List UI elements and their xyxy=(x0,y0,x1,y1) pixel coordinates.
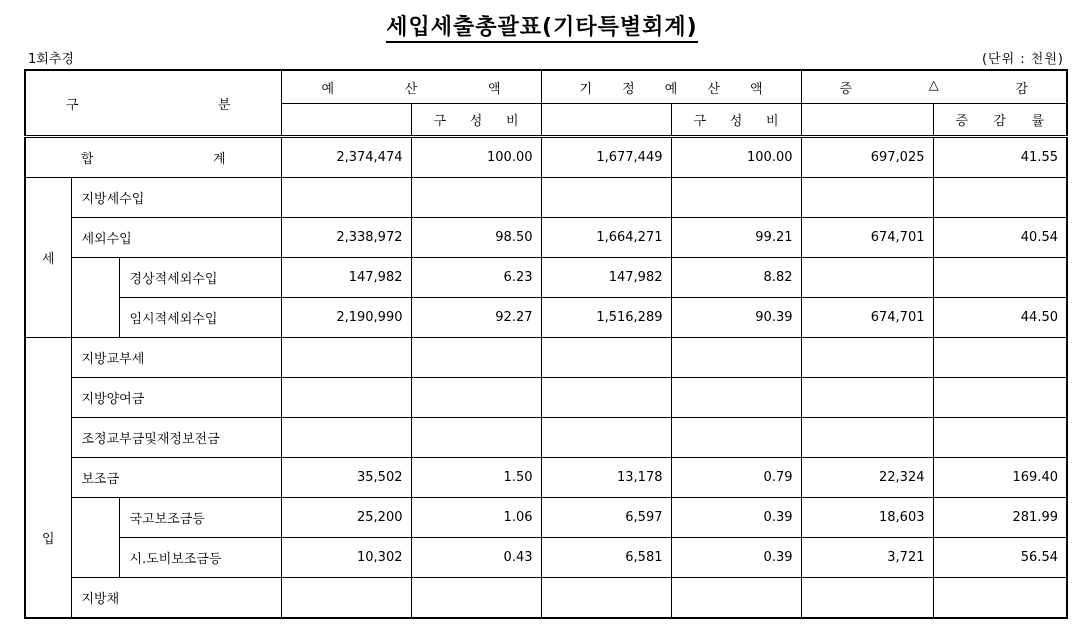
total-label-char: 합 xyxy=(81,152,94,167)
cell-prev-ratio: 0.39 xyxy=(671,498,801,538)
header-blank xyxy=(281,104,411,137)
cell-budget-ratio: 1.06 xyxy=(411,498,541,538)
cell-prev xyxy=(541,578,671,619)
header-char: 률 xyxy=(1031,114,1044,129)
table-row xyxy=(25,538,1067,578)
cell-change xyxy=(801,258,933,298)
header-row-1 xyxy=(25,70,1067,104)
cell-budget: 10,302 xyxy=(281,538,411,578)
table-row xyxy=(25,298,1067,338)
cell-change-rate: 56.54 xyxy=(933,538,1067,578)
row-label: 경상적세외수입 xyxy=(119,258,281,298)
total-row xyxy=(25,137,1067,178)
cell-change xyxy=(801,418,933,458)
cell-change-rate xyxy=(933,178,1067,218)
cell-budget-ratio: 1.50 xyxy=(411,458,541,498)
cell-budget-ratio xyxy=(411,578,541,619)
cell-budget-ratio: 92.27 xyxy=(411,298,541,338)
cell-change: 674,701 xyxy=(801,218,933,258)
cell-change: 18,603 xyxy=(801,498,933,538)
cell-budget: 25,200 xyxy=(281,498,411,538)
cell-prev-ratio: 99.21 xyxy=(671,218,801,258)
cell-budget: 35,502 xyxy=(281,458,411,498)
row-label: 국고보조금등 xyxy=(119,498,281,538)
header-gubun-char: 구 xyxy=(66,97,79,113)
table-row xyxy=(25,338,1067,378)
cell-prev-ratio: 90.39 xyxy=(671,298,801,338)
cell-budget xyxy=(281,418,411,458)
cell-budget: 147,982 xyxy=(281,258,411,298)
cell-budget-ratio: 6.23 xyxy=(411,258,541,298)
cell-prev: 147,982 xyxy=(541,258,671,298)
cell-change-rate xyxy=(933,338,1067,378)
header-prev-budget xyxy=(541,70,801,104)
row-label: 지방양여금 xyxy=(71,378,281,418)
cell-prev: 1,664,271 xyxy=(541,218,671,258)
row-label: 임시적세외수입 xyxy=(119,298,281,338)
row-label: 세외수입 xyxy=(71,218,281,258)
side-label-bottom-text: 입 xyxy=(41,532,55,547)
cell-prev xyxy=(541,418,671,458)
cell-change-rate: 281.99 xyxy=(933,498,1067,538)
cell-prev-ratio: 0.39 xyxy=(671,538,801,578)
table-row xyxy=(25,498,1067,538)
table-row xyxy=(25,378,1067,418)
cell-change xyxy=(801,338,933,378)
header-char: 감 xyxy=(993,114,1007,129)
cell-change xyxy=(801,178,933,218)
cell-change-rate xyxy=(933,378,1067,418)
cell-prev xyxy=(541,338,671,378)
cell-change-rate xyxy=(933,258,1067,298)
header-char: 성 xyxy=(469,114,483,129)
summary-table xyxy=(24,69,1068,619)
cell-prev-ratio: 8.82 xyxy=(671,258,801,298)
cell-budget: 2,338,972 xyxy=(281,218,411,258)
side-label-bottom xyxy=(25,338,71,619)
cell-change: 674,701 xyxy=(801,298,933,338)
header-char: 비 xyxy=(505,114,519,129)
cell-prev-ratio xyxy=(671,178,801,218)
table-row xyxy=(25,178,1067,218)
row-label: 지방세수입 xyxy=(71,178,281,218)
row-label: 지방교부세 xyxy=(71,338,281,378)
header-char: 액 xyxy=(487,81,501,97)
cell-prev xyxy=(541,378,671,418)
header-char: 증 xyxy=(839,81,853,97)
table-row xyxy=(25,578,1067,619)
cell-change xyxy=(801,378,933,418)
total-label-char: 계 xyxy=(212,152,226,167)
header-char: 액 xyxy=(749,81,763,97)
header-budget-ratio xyxy=(411,104,541,137)
header-char: 산 xyxy=(404,81,418,97)
cell-budget-ratio: 100.00 xyxy=(411,137,541,178)
row-label: 시.도비보조금등 xyxy=(119,538,281,578)
cell-budget: 2,374,474 xyxy=(281,137,411,178)
cell-prev-ratio xyxy=(671,578,801,619)
header-prev-ratio xyxy=(671,104,801,137)
header-char: 산 xyxy=(707,81,720,97)
cell-budget xyxy=(281,338,411,378)
cell-budget xyxy=(281,178,411,218)
cell-budget xyxy=(281,378,411,418)
header-char: 성 xyxy=(729,114,743,129)
header-gubun xyxy=(25,70,281,137)
table-row xyxy=(25,258,1067,298)
indent-cell xyxy=(71,258,119,338)
cell-prev-ratio xyxy=(671,378,801,418)
header-char: 구 xyxy=(693,114,707,129)
cell-budget-ratio xyxy=(411,338,541,378)
cell-change-rate xyxy=(933,578,1067,619)
cell-change-rate: 40.54 xyxy=(933,218,1067,258)
row-label: 보조금 xyxy=(71,458,281,498)
row-label: 조정교부금및재정보전금 xyxy=(71,418,281,458)
table-row xyxy=(25,458,1067,498)
header-char: 예 xyxy=(664,81,678,97)
header-char: 기 xyxy=(579,81,593,97)
document-title: 세입세출총괄표(기타특별회계) xyxy=(0,10,1084,41)
header-char: 증 xyxy=(955,114,969,129)
cell-budget-ratio xyxy=(411,378,541,418)
table-row xyxy=(25,418,1067,458)
unit-label: (단위 : 천원) xyxy=(981,52,1064,67)
header-char: 감 xyxy=(1015,81,1028,97)
cell-budget-ratio: 98.50 xyxy=(411,218,541,258)
cell-prev xyxy=(541,178,671,218)
row-label: 지방채 xyxy=(71,578,281,619)
cell-change xyxy=(801,578,933,619)
cell-prev: 1,677,449 xyxy=(541,137,671,178)
header-char: △ xyxy=(928,77,939,93)
cell-prev-ratio: 0.79 xyxy=(671,458,801,498)
cell-prev: 6,581 xyxy=(541,538,671,578)
header-char: 예 xyxy=(321,81,335,97)
header-budget xyxy=(281,70,541,104)
header-char: 비 xyxy=(765,114,779,129)
header-char: 정 xyxy=(622,81,635,97)
header-char: 구 xyxy=(433,114,447,129)
cell-budget: 2,190,990 xyxy=(281,298,411,338)
side-label-top: 세 xyxy=(25,178,71,338)
cell-change-rate xyxy=(933,418,1067,458)
cell-change: 697,025 xyxy=(801,137,933,178)
cell-prev-ratio xyxy=(671,338,801,378)
table-row xyxy=(25,218,1067,258)
header-blank xyxy=(801,104,933,137)
cell-budget xyxy=(281,578,411,619)
cell-change-rate: 44.50 xyxy=(933,298,1067,338)
cell-prev-ratio: 100.00 xyxy=(671,137,801,178)
cell-budget-ratio: 0.43 xyxy=(411,538,541,578)
header-change-rate xyxy=(933,104,1067,137)
cell-budget-ratio xyxy=(411,178,541,218)
revision-label: 1회추경 xyxy=(28,52,74,67)
header-gubun-char: 분 xyxy=(217,97,231,113)
header-change xyxy=(801,70,1067,104)
cell-prev: 13,178 xyxy=(541,458,671,498)
header-blank xyxy=(541,104,671,137)
cell-prev: 1,516,289 xyxy=(541,298,671,338)
total-label xyxy=(25,137,281,178)
indent-cell xyxy=(71,498,119,578)
cell-prev: 6,597 xyxy=(541,498,671,538)
cell-change-rate: 169.40 xyxy=(933,458,1067,498)
cell-change: 22,324 xyxy=(801,458,933,498)
cell-prev-ratio xyxy=(671,418,801,458)
cell-change-rate: 41.55 xyxy=(933,137,1067,178)
cell-budget-ratio xyxy=(411,418,541,458)
cell-change: 3,721 xyxy=(801,538,933,578)
